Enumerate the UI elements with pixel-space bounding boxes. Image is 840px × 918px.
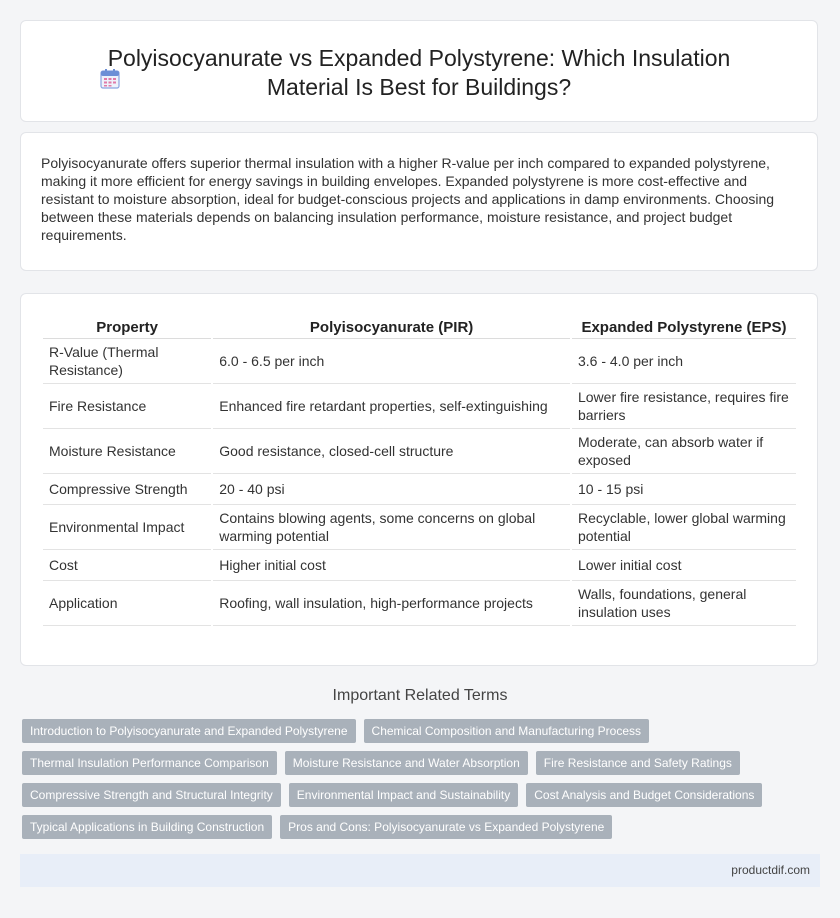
intro-card (20, 132, 818, 271)
table-row (43, 550, 796, 581)
table-cell: 3.6 - 4.0 per inch (572, 339, 796, 384)
table-cell: Lower fire resistance, requires fire barriers (572, 384, 796, 429)
table-cell: Application (43, 581, 211, 626)
table-cell: Environmental Impact (43, 505, 211, 550)
related-tag[interactable]: Introduction to Polyisocyanurate and Expanded Polystyrene (22, 719, 356, 743)
comparison-table (41, 314, 798, 626)
header-property: Property (43, 314, 211, 339)
related-tag[interactable]: Cost Analysis and Budget Considerations (526, 783, 762, 807)
table-cell: Enhanced fire retardant properties, self-extinguishing (213, 384, 570, 429)
related-tag[interactable]: Typical Applications in Building Construction (22, 815, 272, 839)
table-cell: 6.0 - 6.5 per inch (213, 339, 570, 384)
related-terms-title: Important Related Terms (332, 687, 508, 704)
related-tag[interactable]: Chemical Composition and Manufacturing Process (364, 719, 649, 743)
table-row (43, 581, 796, 626)
related-tag[interactable]: Environmental Impact and Sustainability (289, 783, 518, 807)
table-cell: Cost (43, 550, 211, 581)
table-cell: 20 - 40 psi (213, 474, 570, 505)
table-cell: Roofing, wall insulation, high-performance projects (213, 581, 570, 626)
table-cell: 10 - 15 psi (572, 474, 796, 505)
table-cell: R-Value (Thermal Resistance) (43, 339, 211, 384)
footer (20, 854, 820, 887)
intro-paragraph: Polyisocyanurate offers superior thermal insulation with a higher R-value per inch compared to expanded polystyrene, making it more efficient for energy savings in building envelopes. Expanded polystyrene is more cost-effective and resistant to moisture absorption, ideal for budget-conscious projects and applications in damp environments. Choosing between these materials depends on balancing insulation performance, moisture resistance, and project budget requirements. (41, 155, 775, 243)
comparison-card (20, 293, 818, 666)
footer-site-link[interactable]: productdif.com (731, 863, 810, 877)
related-tag[interactable]: Fire Resistance and Safety Ratings (536, 751, 740, 775)
table-cell: Lower initial cost (572, 550, 796, 581)
table-header-row (43, 314, 796, 339)
related-tag[interactable]: Pros and Cons: Polyisocyanurate vs Expanded Polystyrene (280, 815, 612, 839)
title-card (20, 20, 818, 122)
header-eps: Expanded Polystyrene (EPS) (572, 314, 796, 339)
page-title: Polyisocyanurate vs Expanded Polystyrene: Which Insulation Material Is Best for Buildings? (107, 45, 731, 100)
related-terms-list (22, 719, 802, 839)
table-cell: Contains blowing agents, some concerns on global warming potential (213, 505, 570, 550)
table-cell: Moderate, can absorb water if exposed (572, 429, 796, 474)
table-cell: Fire Resistance (43, 384, 211, 429)
table-cell: Higher initial cost (213, 550, 570, 581)
table-cell: Compressive Strength (43, 474, 211, 505)
related-tag[interactable]: Compressive Strength and Structural Integrity (22, 783, 281, 807)
table-row (43, 429, 796, 474)
table-cell: Recyclable, lower global warming potential (572, 505, 796, 550)
table-cell: Good resistance, closed-cell structure (213, 429, 570, 474)
table-row (43, 505, 796, 550)
table-row (43, 474, 796, 505)
table-cell: Moisture Resistance (43, 429, 211, 474)
related-tag[interactable]: Moisture Resistance and Water Absorption (285, 751, 528, 775)
table-cell: Walls, foundations, general insulation uses (572, 581, 796, 626)
table-row (43, 384, 796, 429)
header-pir: Polyisocyanurate (PIR) (213, 314, 570, 339)
table-row (43, 339, 796, 384)
related-tag[interactable]: Thermal Insulation Performance Comparison (22, 751, 277, 775)
